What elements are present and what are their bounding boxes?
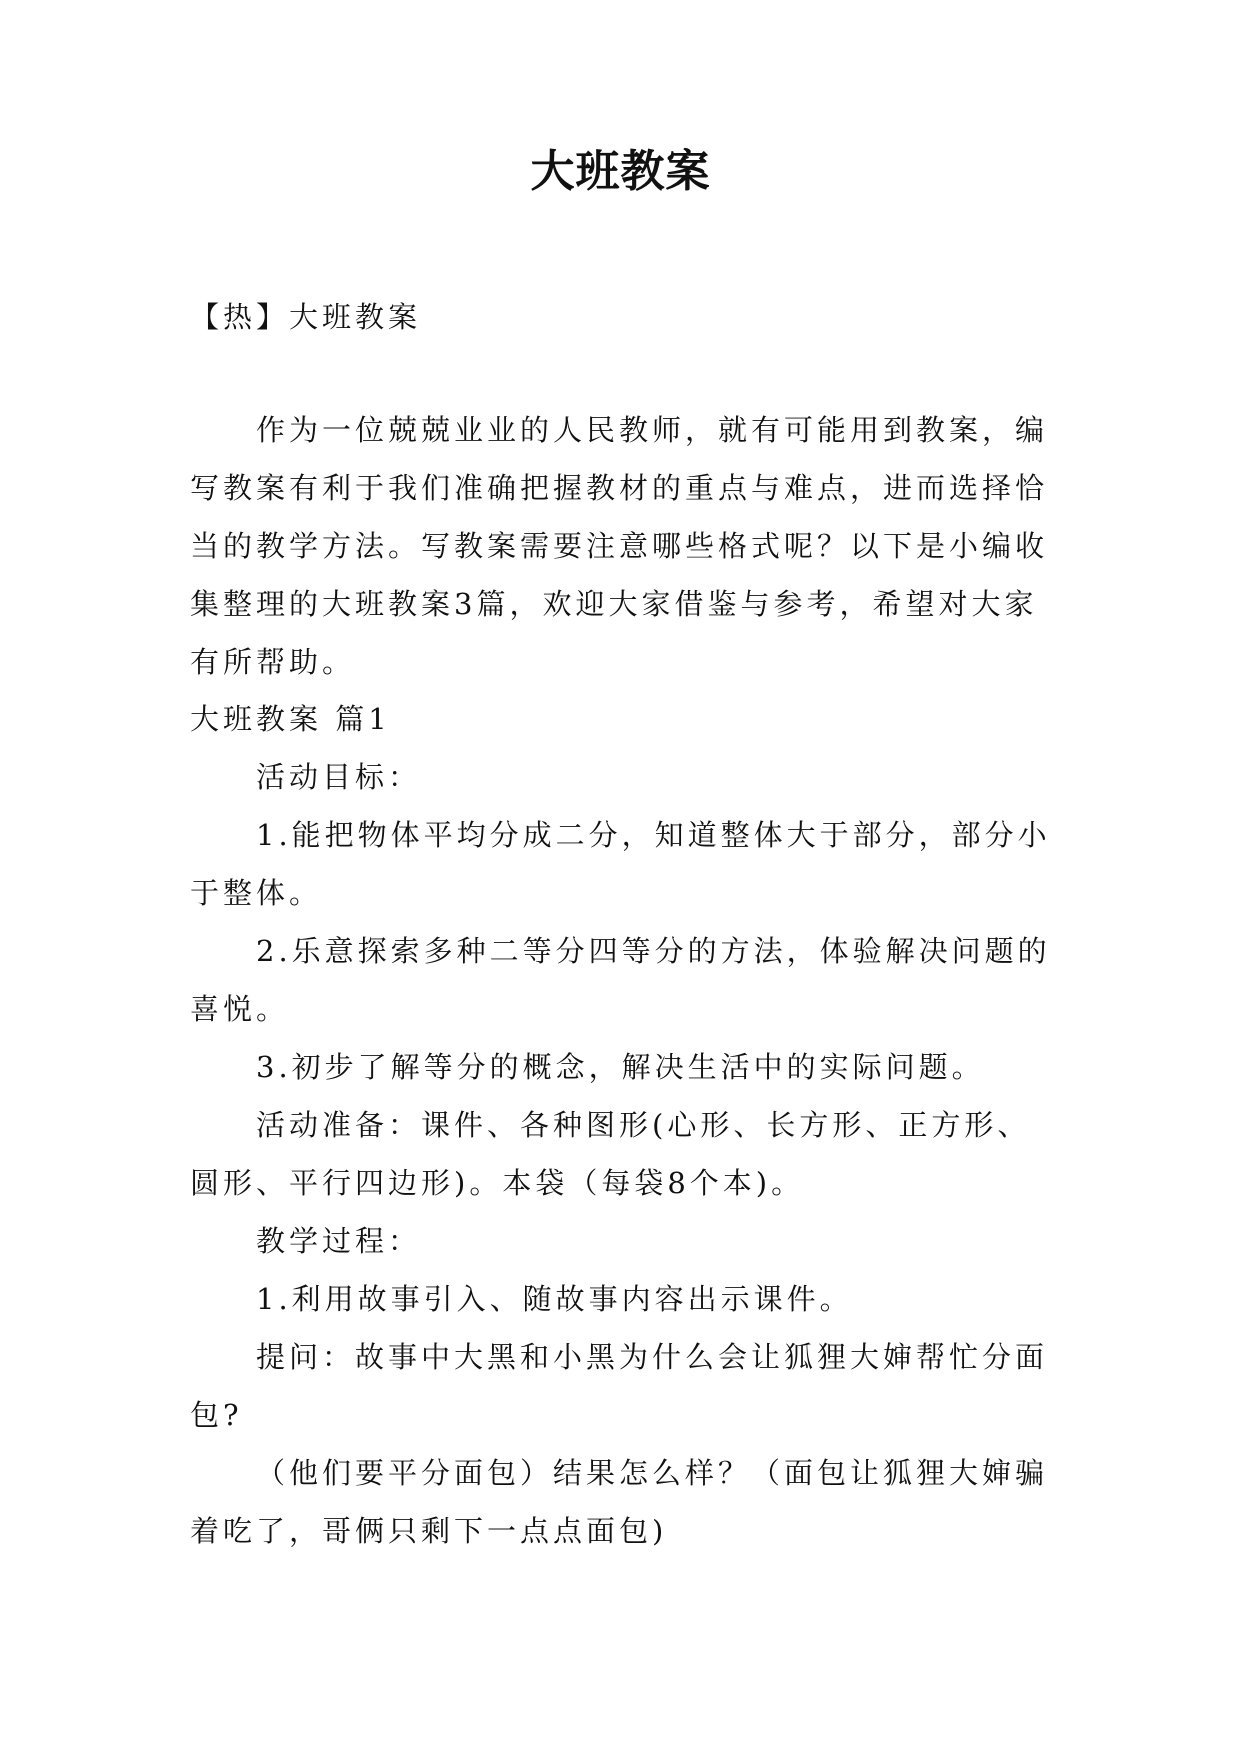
hot-heading: 【热】大班教案: [190, 300, 422, 334]
intro-paragraph: 作为一位兢兢业业的人民教师，就有可能用到教案，编写教案有利于我们准确把握教材的重点与难点，进而选择恰当的教学方法。写教案需要注意哪些格式呢？以下是小编收集整理的大班教案3篇，欢迎大家借鉴与参考，希望对大家有所帮助。: [190, 413, 1049, 679]
paragraph-goals-label: 活动目标：: [256, 760, 422, 794]
document-title: 大班教案: [530, 146, 711, 197]
paragraph-preparation: 活动准备：课件、各种图形(心形、长方形、正方形、圆形、平行四边形)。本袋（每袋8个本)。: [190, 1108, 1031, 1200]
paragraph-goal-3: 3.初步了解等分的概念，解决生活中的实际问题。: [256, 1050, 985, 1084]
paragraph-goal-2: 2.乐意探索多种二等分四等分的方法，体验解决问题的喜悦。: [190, 934, 1051, 1026]
paragraph-answer: （他们要平分面包）结果怎么样？（面包让狐狸大婶骗着吃了，哥俩只剩下一点点面包): [190, 1456, 1049, 1548]
lesson-content: [190, 690, 1052, 1560]
section-heading: 大班教案 篇1: [190, 702, 391, 736]
paragraph-goal-1: 1.能把物体平均分成二分，知道整体大于部分，部分小于整体。: [190, 818, 1051, 910]
paragraph-question: 提问：故事中大黑和小黑为什么会让狐狸大婶帮忙分面包?: [190, 1340, 1049, 1432]
paragraph-process-label: 教学过程：: [256, 1224, 422, 1258]
paragraph-process-step-1: 1.利用故事引入、随故事内容出示课件。: [256, 1282, 853, 1316]
intro-section: [190, 401, 1052, 691]
